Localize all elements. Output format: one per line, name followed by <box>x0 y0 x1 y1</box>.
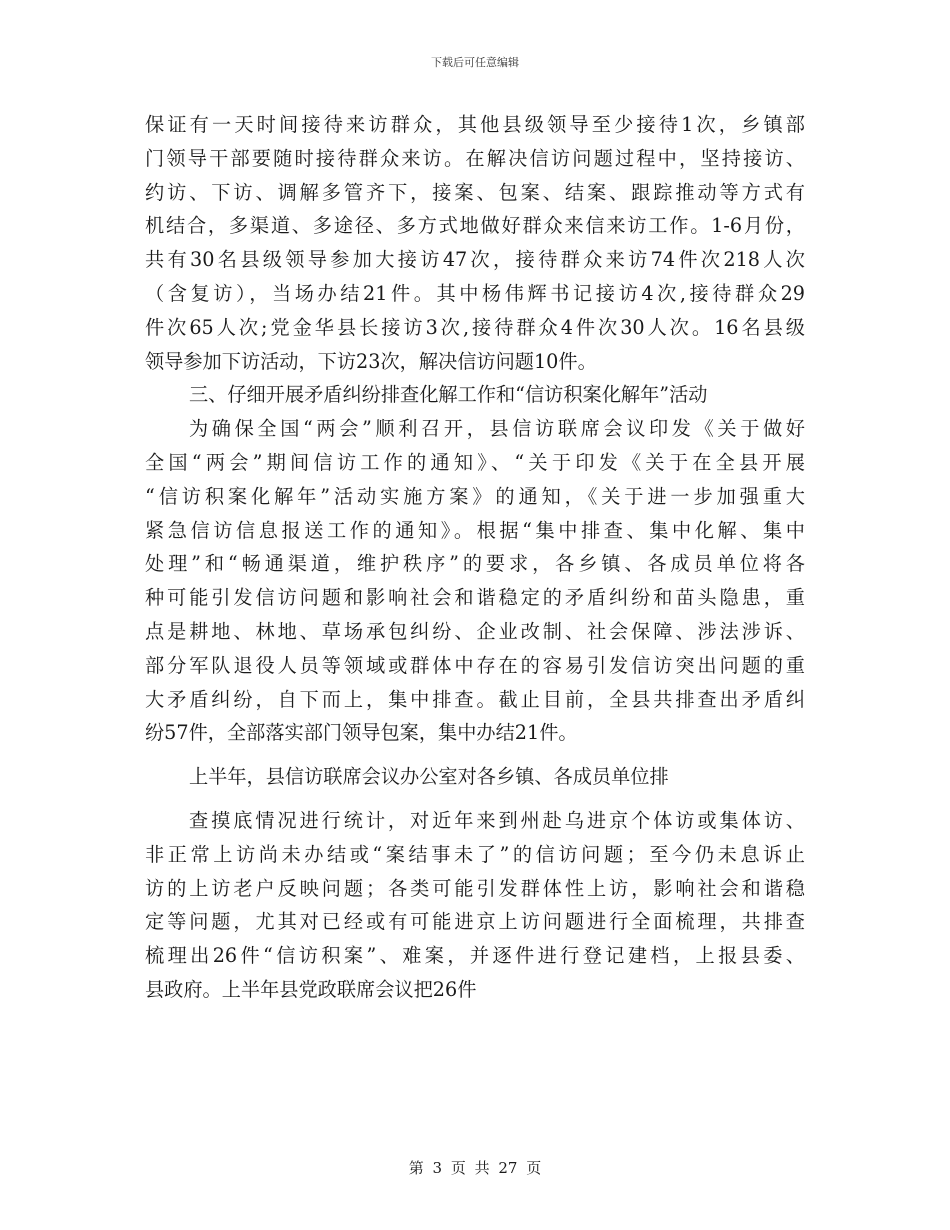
text-line: 访的上访老户反映问题；各类可能引发群体性上访，影响社会和谐稳 <box>145 876 805 900</box>
text-line: 种可能引发信访问题和影响社会和谐稳定的矛盾纠纷和苗头隐患，重 <box>145 586 805 610</box>
text-line: （含复访），当场办结21件。其中杨伟辉书记接访4次,接待群众29 <box>145 281 805 305</box>
text-line: 约访、下访、调解多管齐下，接案、包案、结案、跟踪推动等方式有 <box>145 180 805 204</box>
text-line: 县政府。上半年县党政联席会议把26件 <box>145 977 477 1001</box>
section-heading <box>145 378 805 412</box>
text-line: 纷57件，全部落实部门领导包案，集中办结21件。 <box>145 721 578 745</box>
text-line: 保证有一天时间接待来访群众，其他县级领导至少接待1次，乡镇部 <box>145 113 805 136</box>
text-line: 领导参加下访活动，下访23次，解决信访问题10件。 <box>145 349 597 373</box>
paragraph-opening <box>145 760 805 794</box>
text-line: 大矛盾纠纷，自下而上，集中排查。截止目前，全县共排查出矛盾纠 <box>145 687 805 711</box>
text-line: 门领导干部要随时接待群众来访。在解决信访问题过程中，坚持接访、 <box>145 146 805 170</box>
text-line: 部分军队退役人员等领域或群体中存在的容易引发信访突出问题的重 <box>145 653 805 677</box>
text-line: 处理”和“畅通渠道，维护秩序”的要求，各乡镇、各成员单位将各 <box>145 552 805 576</box>
text-line: 全国“两会”期间信访工作的通知》、“关于印发《关于在全县开展 <box>145 450 805 474</box>
paragraph <box>145 804 805 1007</box>
text-line: 梳理出26件“信访积案”、难案，并逐件进行登记建档，上报县委、 <box>145 944 805 968</box>
text-line: 共有30名县级领导参加大接访47次，接待群众来访74件次218人次 <box>145 248 805 272</box>
text-line: 紧急信访信息报送工作的通知》。根据“集中排查、集中化解、集中 <box>145 518 805 542</box>
paragraph <box>145 412 805 750</box>
document-body <box>145 108 805 1007</box>
text-line: 件次65人次;党金华县长接访3次,接待群众4件次30人次。16名县级 <box>145 315 805 339</box>
text-line: 查摸底情况进行统计，对近年来到州赴乌进京个体访或集体访、 <box>189 808 805 832</box>
text-line: 定等问题，尤其对已经或有可能进京上访问题进行全面梳理，共排查 <box>145 910 805 934</box>
text-line: 为确保全国“两会”顺利召开，县信访联席会议印发《关于做好 <box>189 417 805 441</box>
paragraph-gap <box>145 794 805 804</box>
text-line: “信访积案化解年”活动实施方案》的通知，《关于进一步加强重大 <box>145 484 805 508</box>
paragraph-gap <box>145 750 805 760</box>
text-line: 点是耕地、林地、草场承包纠纷、企业改制、社会保障、涉法涉诉、 <box>145 619 805 643</box>
text-line: 非正常上访尚未办结或“案结事未了”的信访问题；至今仍未息诉止 <box>145 842 805 866</box>
text-line: 上半年，县信访联席会议办公室对各乡镇、各成员单位排 <box>189 765 669 789</box>
paragraph <box>145 108 805 378</box>
text-line: 机结合，多渠道、多途径、多方式地做好群众来信来访工作。1-6月份， <box>145 214 805 238</box>
heading-line: 三、仔细开展矛盾纠纷排查化解工作和“信访积案化解年”活动 <box>189 383 708 407</box>
page-number-footer: 第 3 页 共 27 页 <box>408 1159 542 1177</box>
header-note: 下载后可任意编辑 <box>431 56 519 69</box>
